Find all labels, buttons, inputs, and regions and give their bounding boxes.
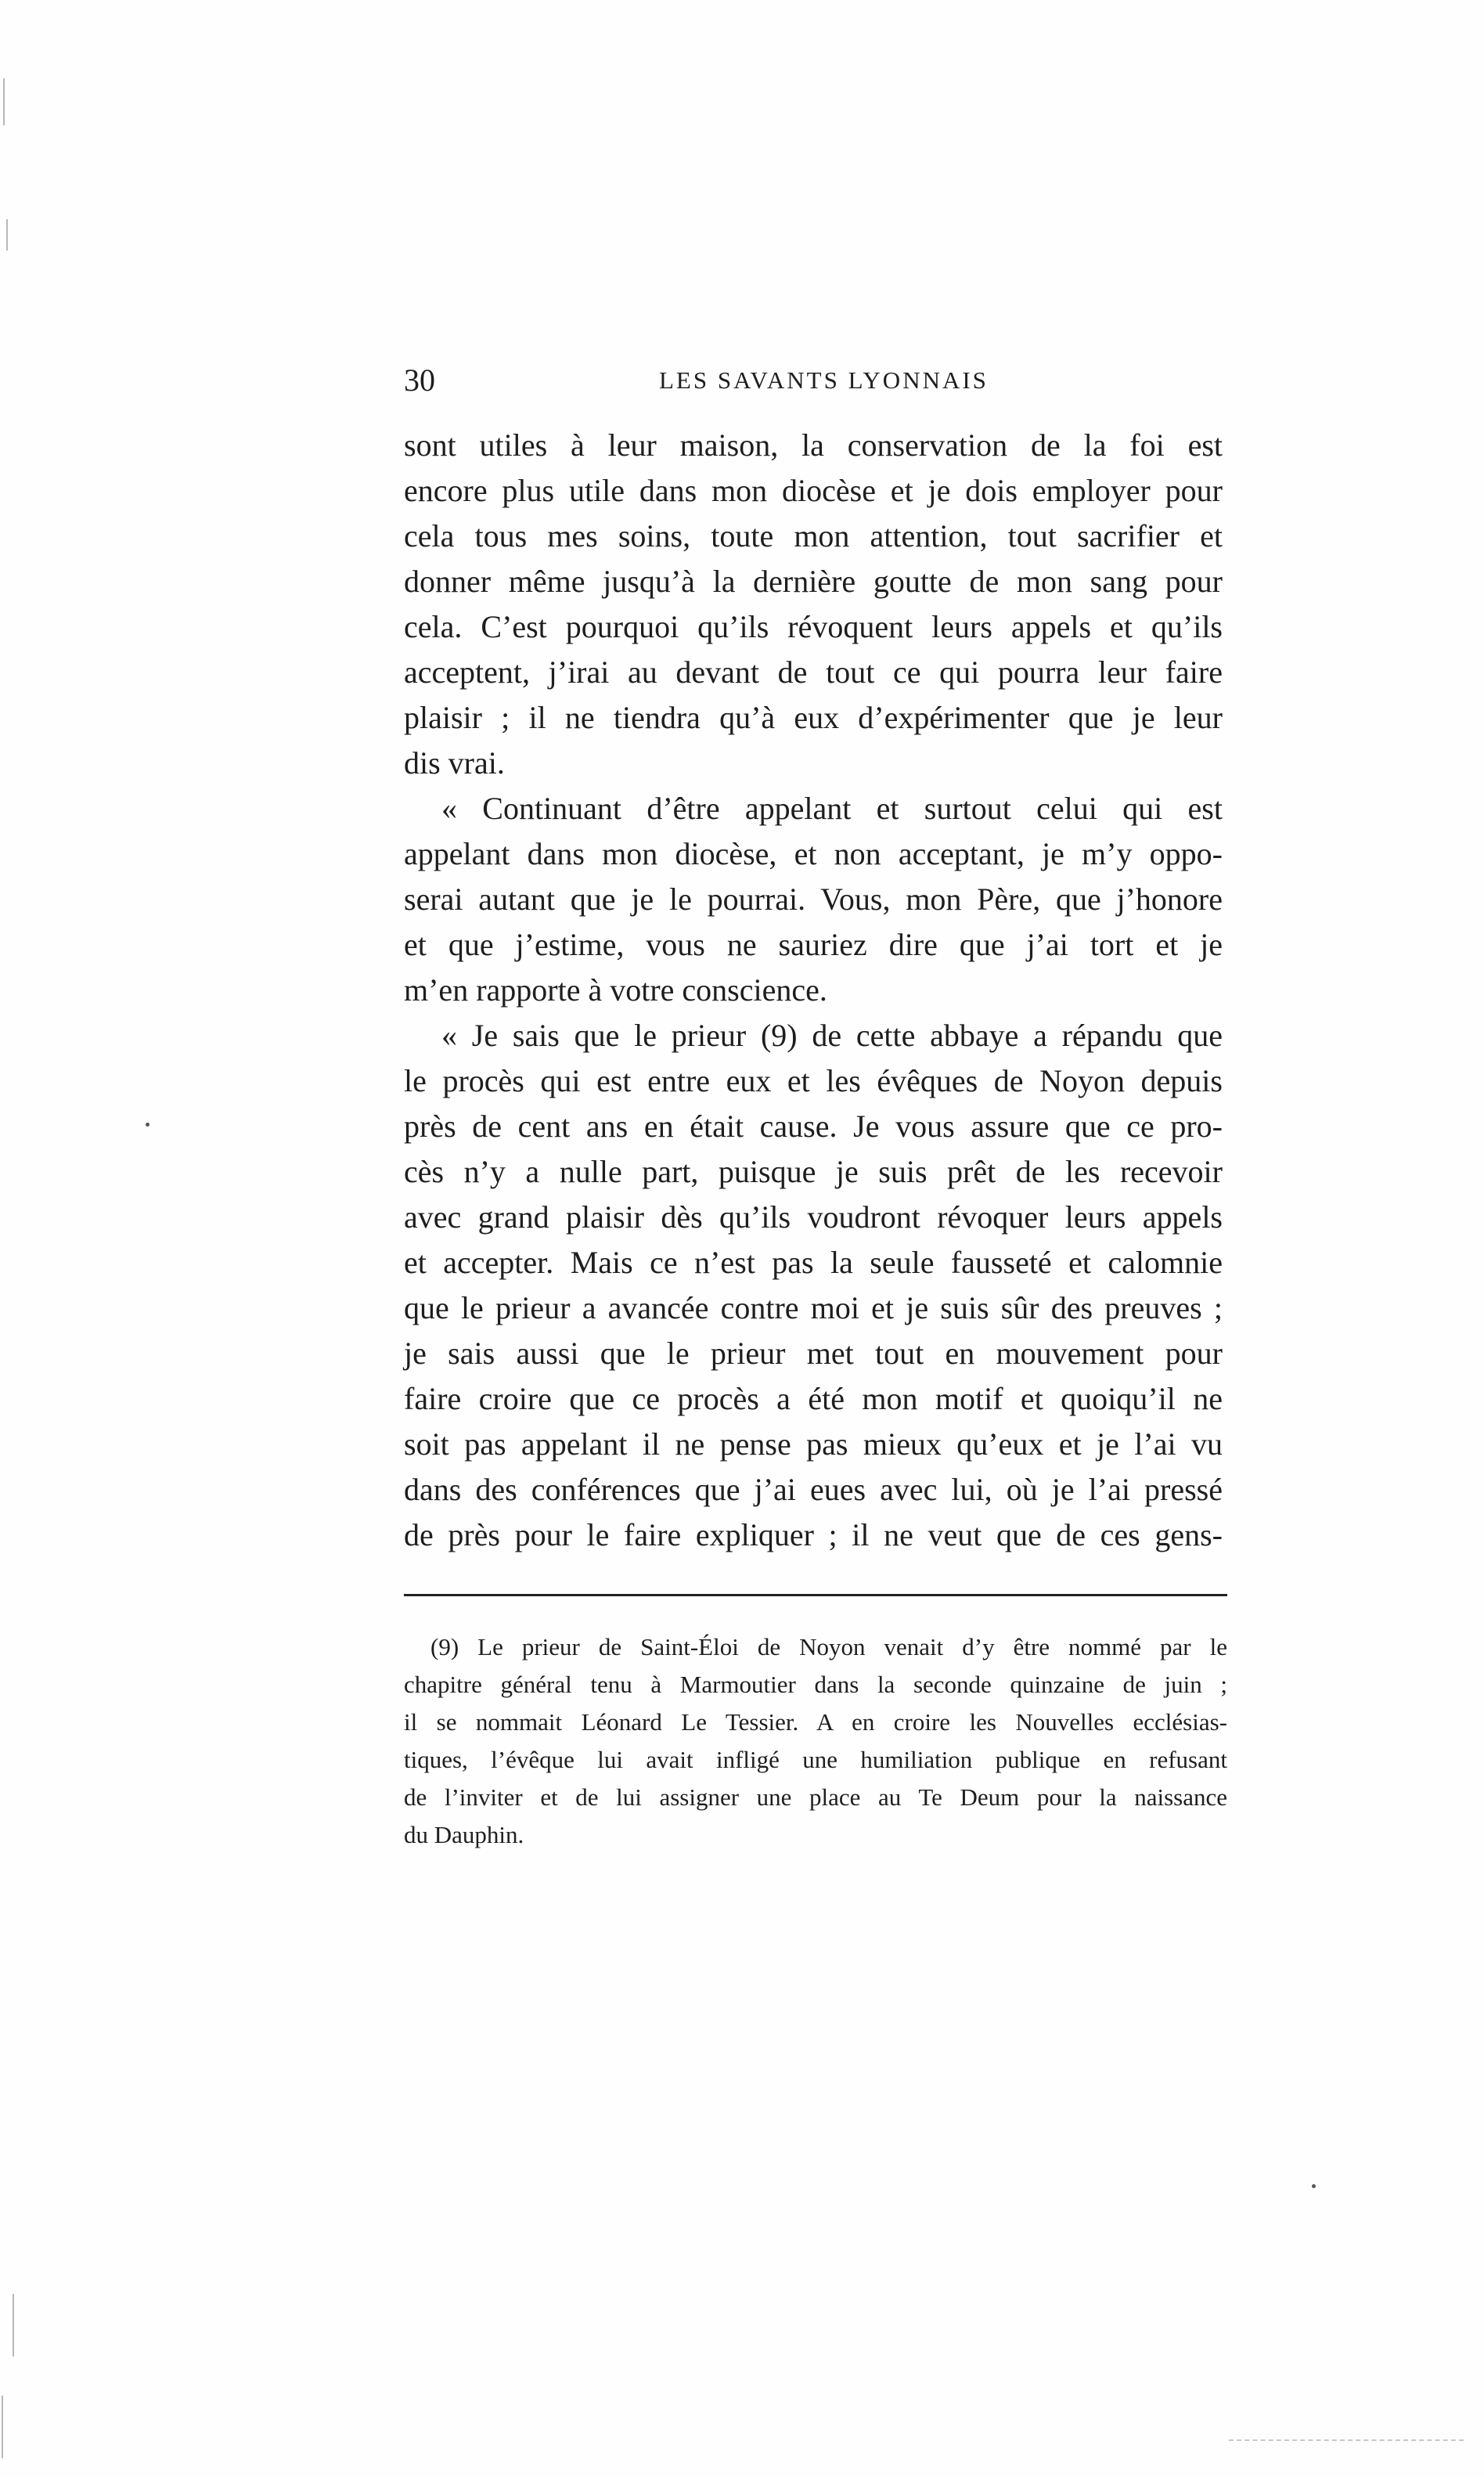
footnote-line: tiques, l’évêque lui avait infligé une humiliation publique en refusant [404, 1746, 1227, 1773]
scan-artifact [3, 78, 5, 125]
footnote-line: il se nommait Léonard Le Tessier. A en croire les Nouvelles ecclésias- [404, 1708, 1227, 1736]
scan-artifact [6, 219, 8, 251]
body-line: « Continuant d’être appelant et surtout celui qui est [441, 791, 1223, 826]
scan-artifact [1312, 2184, 1316, 2188]
body-line: dans des conférences que j’ai eues avec lui, où je l’ai pressé [404, 1472, 1223, 1507]
body-line: je sais aussi que le prieur met tout en mouvement pour [404, 1336, 1223, 1371]
body-line: donner même jusqu’à la dernière goutte de mon sang pour [404, 564, 1223, 599]
body-line: sont utiles à leur maison, la conservation de la foi est [404, 427, 1223, 463]
scan-artifact [2, 2396, 3, 2458]
body-line: dis vrai. [404, 745, 505, 781]
footnote-line: (9) Le prieur de Saint-Éloi de Noyon venait d’y être nommé par le [430, 1633, 1227, 1660]
scan-artifact [13, 2294, 14, 2356]
body-line: cela tous mes soins, toute mon attention, tout sacrifier et [404, 518, 1223, 553]
body-line: acceptent, j’irai au devant de tout ce qui pourra leur faire [404, 654, 1223, 690]
body-line: plaisir ; il ne tiendra qu’à eux d’expérimenter que je leur [404, 700, 1223, 735]
body-line: soit pas appelant il ne pense pas mieux qu’eux et je l’ai vu [404, 1426, 1223, 1462]
scan-artifact [146, 1123, 149, 1127]
body-line: m’en rapporte à votre conscience. [404, 972, 827, 1008]
body-line: encore plus utile dans mon diocèse et je dois employer pour [404, 473, 1223, 508]
scan-artifact [1229, 2439, 1464, 2443]
body-text [404, 423, 1223, 1558]
footnote-rule [404, 1594, 1227, 1596]
body-line: et accepter. Mais ce n’est pas la seule fausseté et calomnie [404, 1245, 1223, 1280]
body-line: « Je sais que le prieur (9) de cette abbaye a répandu que [441, 1018, 1223, 1053]
body-line: faire croire que ce procès a été mon motif et quoiqu’il ne [404, 1381, 1223, 1416]
body-line: que le prieur a avancée contre moi et je suis sûr des preuves ; [404, 1290, 1223, 1325]
body-line: serai autant que je le pourrai. Vous, mon Père, que j’honore [404, 882, 1223, 917]
page-header [404, 362, 1223, 409]
body-line: et que j’estime, vous ne sauriez dire que j’ai tort et je [404, 927, 1223, 962]
body-line: près de cent ans en était cause. Je vous assure que ce pro- [404, 1109, 1223, 1144]
body-line: le procès qui est entre eux et les évêques de Noyon depuis [404, 1063, 1223, 1098]
body-line: appelant dans mon diocèse, et non acceptant, je m’y oppo- [404, 836, 1223, 871]
body-line: de près pour le faire expliquer ; il ne veut que de ces gens- [404, 1517, 1223, 1552]
footnote-line: de l’inviter et de lui assigner une place au Te Deum pour la naissance [404, 1783, 1227, 1811]
body-line: cès n’y a nulle part, puisque je suis prêt de les recevoir [404, 1154, 1223, 1189]
page-number: 30 [404, 362, 435, 398]
running-head: LES SAVANTS LYONNAIS [659, 366, 989, 394]
body-line: avec grand plaisir dès qu’ils voudront révoquer leurs appels [404, 1199, 1223, 1235]
footnote-line: du Dauphin. [404, 1821, 524, 1848]
body-line: cela. C’est pourquoi qu’ils révoquent leurs appels et qu’ils [404, 609, 1223, 644]
footnote-line: chapitre général tenu à Marmoutier dans la seconde quinzaine de juin ; [404, 1671, 1227, 1698]
footnote [404, 1628, 1227, 1854]
